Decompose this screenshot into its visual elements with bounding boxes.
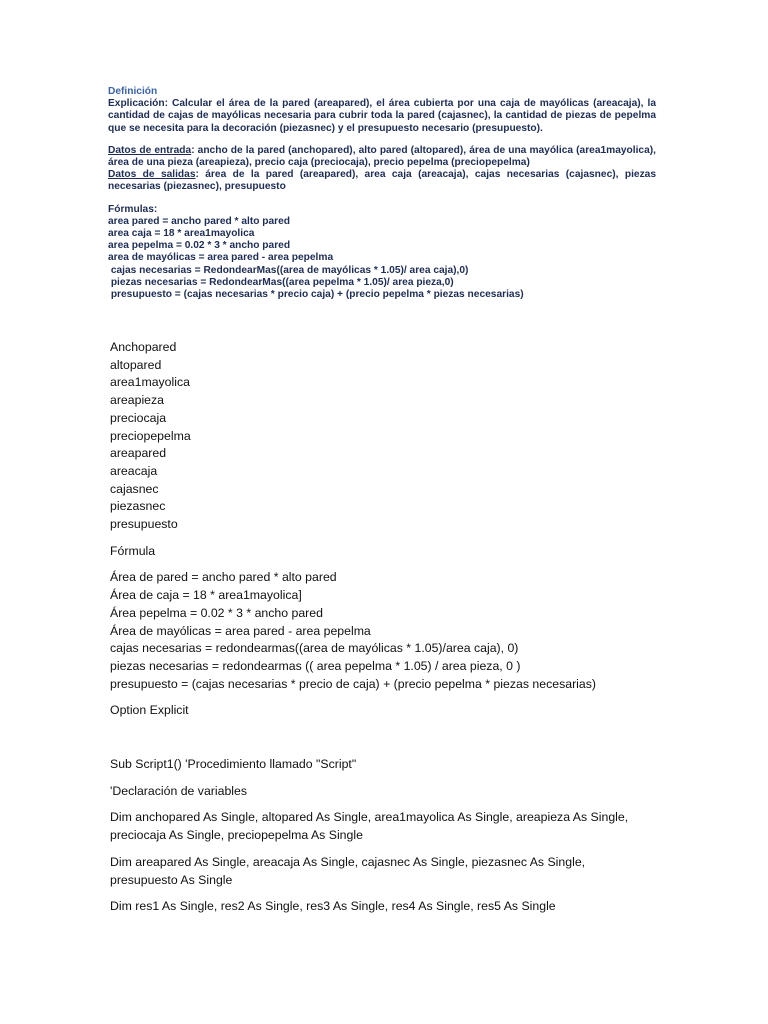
explicacion-line: cantidad de piezas de pepelma que se necesita para la decoración (piezasnec) y el presupuesto xyxy=(108,110,656,134)
dim-line: Dim anchopared As Single, altopared As Single, area1mayolica As Single, areapieza As Single, xyxy=(110,810,629,825)
datos-entrada-paragraph xyxy=(108,145,656,169)
variable-item: presupuesto xyxy=(110,517,178,532)
variable-item: preciocaja xyxy=(110,410,167,425)
formula-line: piezas necesarias = redondearmas (( area pepelma * 1.05) / area pieza, 0 ) xyxy=(110,658,521,673)
formulas-title: Fórmulas: xyxy=(108,203,158,215)
scan-formula-line: cajas necesarias = RedondearMas((area de mayólicas * 1.05)/ area caja),0) xyxy=(108,264,469,276)
sub-declaration-line: Sub Script1() 'Procedimiento llamado "Script" xyxy=(110,757,357,772)
variable-item: cajasnec xyxy=(110,481,159,496)
datos-salida-paragraph xyxy=(108,169,656,193)
variable-item: Anchopared xyxy=(110,340,177,354)
datos-salida-label: Datos de salidas xyxy=(108,169,196,181)
variable-item: preciopepelma xyxy=(110,428,191,443)
dim-line: Dim res1 As Single, res2 As Single, res3 As Single, res4 As Single, res5 As Single xyxy=(110,899,556,914)
formula-line: Área de pared = ancho pared * alto pared xyxy=(110,570,337,585)
comment-line: 'Declaración de variables xyxy=(110,783,248,798)
datos-entrada-line: (preciopepelma) xyxy=(451,157,530,169)
explicacion-line: Explicación: Calcular el área de la pared (areapared), el área cubierta por una caja de mayólicas xyxy=(108,98,590,110)
datos-entrada-line: : ancho de la pared (anchopared), alto pared (altopared), área de una mayólica xyxy=(191,144,574,156)
formula-line: cajas necesarias = redondearmas((area de mayólicas * 1.05)/area caja), 0) xyxy=(110,641,519,656)
variable-item: area1mayolica xyxy=(110,375,190,390)
scanned-definition-image xyxy=(108,86,656,301)
datos-entrada-label: Datos de entrada xyxy=(108,144,192,156)
variable-item: piezasnec xyxy=(110,499,166,514)
dim-line: preciocaja As Single, preciopepelma As Single xyxy=(110,828,363,843)
variable-item: areapieza xyxy=(110,393,165,408)
datos-salida-line: piezas necesarias (piezasnec), presupuesto xyxy=(108,169,657,193)
explicacion-paragraph xyxy=(108,98,656,135)
formula-heading: Fórmula xyxy=(110,543,156,558)
datos-entrada-line: (area1mayolica), área de una pieza (areapieza), precio caja (preciocaja), precio pepelma xyxy=(108,144,656,169)
scan-formula-line: area de mayólicas = area pared - area pepelma xyxy=(108,252,334,264)
document-body xyxy=(110,339,670,916)
scan-formula-line: piezas necesarias = RedondearMas((area pepelma * 1.05)/ area pieza,0) xyxy=(108,276,454,288)
explicacion-line: (areacaja), la cantidad de cajas de mayólicas necesaria para cubrir toda la pared (cajasnec), la xyxy=(108,98,656,122)
dim-line: presupuesto As Single xyxy=(110,872,233,887)
formula-line: Área de caja = 18 * area1mayolica] xyxy=(110,588,302,603)
variable-item: areacaja xyxy=(110,463,158,478)
formula-list xyxy=(110,569,670,693)
variable-list xyxy=(110,339,670,534)
scan-formula-line: presupuesto = (cajas necesarias * precio caja) + (precio pepelma * piezas necesarias) xyxy=(108,289,524,301)
scan-formula-line: area pepelma = 0.02 * 3 * ancho pared xyxy=(108,240,291,252)
option-explicit-line: Option Explicit xyxy=(110,703,189,718)
scan-formula-line: area caja = 18 * area1mayolica xyxy=(108,228,255,240)
definition-title: Definición xyxy=(108,86,158,97)
explicacion-line: necesario (presupuesto). xyxy=(421,122,543,134)
formula-line: Área de mayólicas = area pared - area pepelma xyxy=(110,623,371,638)
scan-formula-line: area pared = ancho pared * alto pared xyxy=(108,215,291,227)
variable-item: areapared xyxy=(110,446,167,461)
dim-line: Dim areapared As Single, areacaja As Single, cajasnec As Single, piezasnec As Single, xyxy=(110,854,586,869)
variable-item: altopared xyxy=(110,357,162,372)
datos-salida-line: : área de la pared (areapared), area caja (areacaja), cajas necesarias (cajasnec), xyxy=(195,169,619,181)
formula-line: presupuesto = (cajas necesarias * precio de caja) + (precio pepelma * piezas necesarias) xyxy=(110,676,596,691)
formula-line: Área pepelma = 0.02 * 3 * ancho pared xyxy=(110,605,323,620)
